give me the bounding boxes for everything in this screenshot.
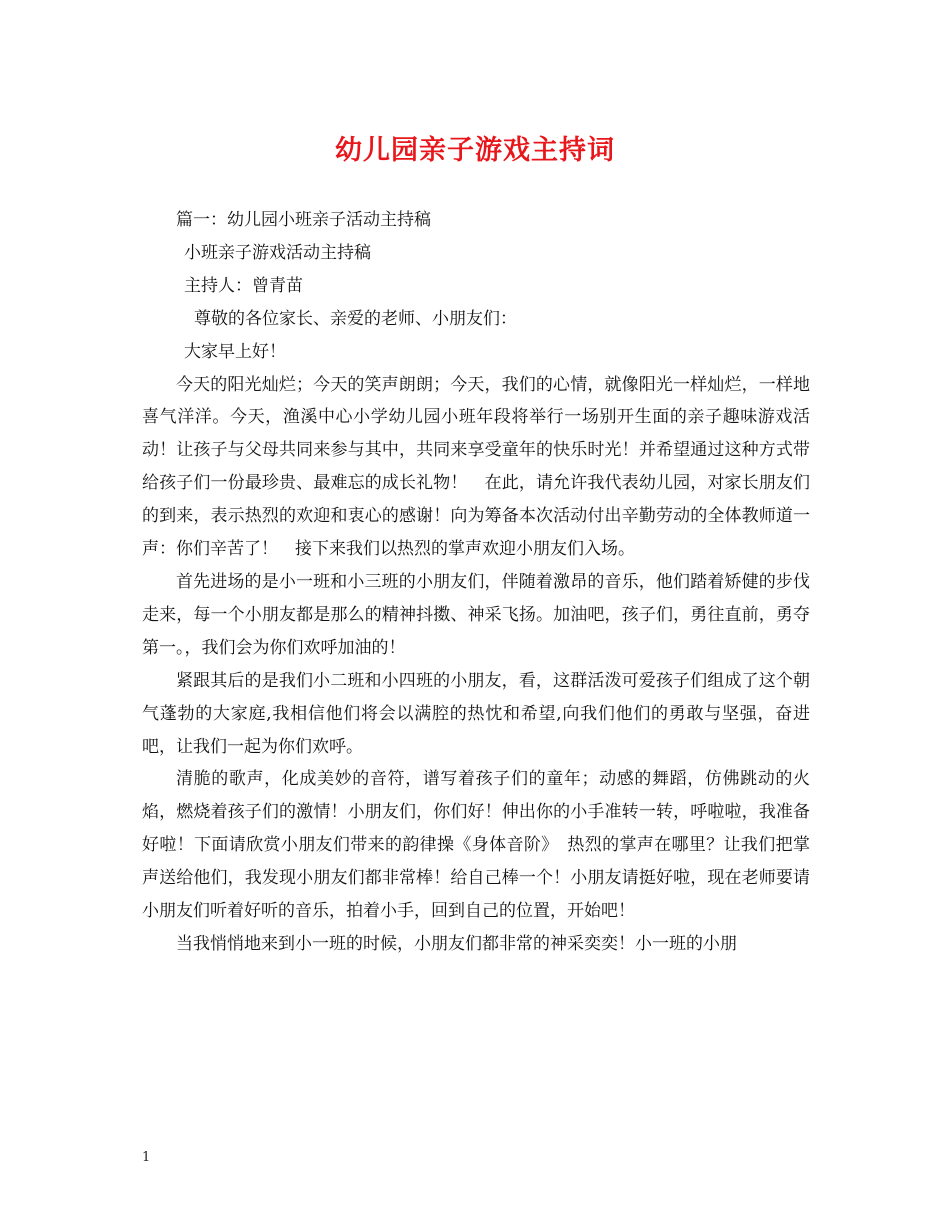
section-heading: 篇一：幼儿园小班亲子活动主持稿 [176,210,431,230]
page-number: 1 [142,1150,151,1165]
greeting-line: 尊敬的各位家长、亲爱的老师、小朋友们： [194,308,517,329]
document-body [142,204,810,961]
subtitle-line: 小班亲子游戏活动主持稿 [184,242,371,263]
host-line: 主持人：曾青苗 [184,275,303,296]
paragraph-class-two-four: 紧跟其后的是我们小二班和小四班的小朋友，看，这群活泼可爱孩子们组成了这个朝气蓬勃的大家庭,我相信他们将会以满腔的热忱和希望,向我们他们的勇敢与坚强，奋进吧，让我们一起为你们欢呼。 [142,670,810,757]
paragraph-performance: 清脆的歌声，化成美妙的音符，谱写着孩子们的童年；动感的舞蹈，仿佛跳动的火焰，燃烧着孩子们的激情！小朋友们，你们好！伸出你的小手准转一转，呼啦啦，我准备好啦！下面请欣赏小朋友们带来的韵律操《身体音阶》 热烈的掌声在哪里？让我们把掌声送给他们，我发现小朋友们都非常棒！给自己棒一个！小朋友请挺好啦，现在老师要请小朋友们听着好听的音乐，拍着小手，回到自己的位置，开始吧！ [142,769,810,922]
paragraph-visit-class-one: 当我悄悄地来到小一班的时候，小朋友们都非常的神采奕奕！小一班的小朋 [176,933,737,954]
paragraph-class-one-three: 首先进场的是小一班和小三班的小朋友们，伴随着激昂的音乐，他们踏着矫健的步伐走来，每一个小朋友都是那么的精神抖擞、神采飞扬。加油吧，孩子们，勇往直前，勇夺第一。，我们会为你们欢呼加油的！ [142,571,810,658]
morning-greeting-line: 大家早上好！ [184,341,286,362]
paragraph-opening: 今天的阳光灿烂；今天的笑声朗朗；今天，我们的心情，就像阳光一样灿烂，一样地喜气洋洋。今天，渔溪中心小学幼儿园小班年段将举行一场别开生面的亲子趣味游戏活动！让孩子与父母共同来参与其中，共同来享受童年的快乐时光！并希望通过这种方式带给孩子们一份最珍贵、最难忘的成长礼物！ 在此，请允许我代表幼儿园，对家长朋友们的到来，表示热烈的欢迎和衷心的感谢！向为筹备本次活动付出辛勤劳动的全体教师道一声：你们辛苦了！ 接下来我们以热烈的掌声欢迎小朋友们入场。 [142,374,810,560]
document-title: 幼儿园亲子游戏主持词 [335,135,615,166]
